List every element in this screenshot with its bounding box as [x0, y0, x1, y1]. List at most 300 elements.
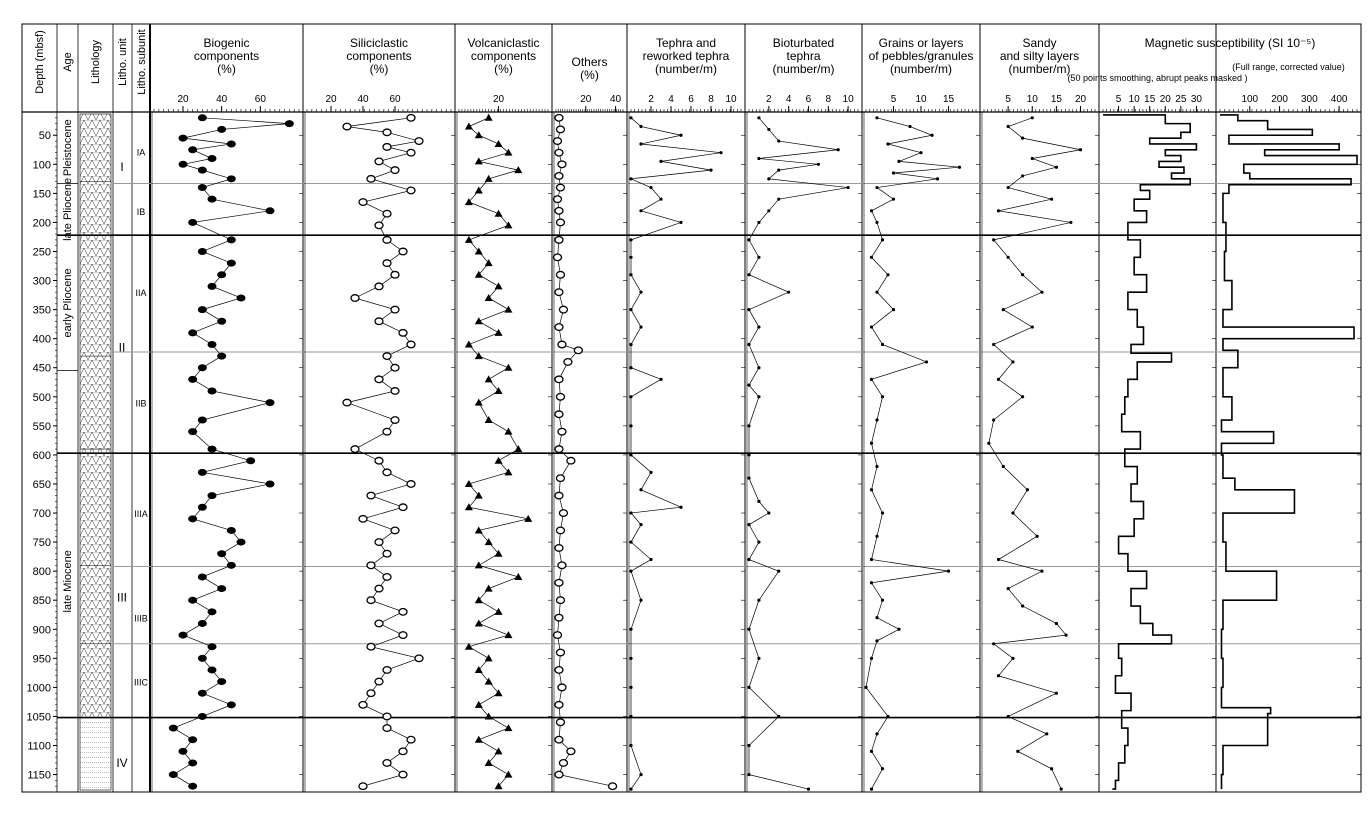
panel-title-line: Others — [571, 55, 608, 69]
data-point — [198, 690, 207, 697]
data-point — [870, 209, 873, 212]
data-point — [375, 585, 383, 592]
panel-7 — [864, 36, 980, 792]
data-point — [875, 186, 878, 189]
tick-label: 20 — [325, 94, 337, 105]
data-point — [556, 597, 564, 604]
data-point — [179, 632, 188, 639]
panel-title-line: Siliciclastic — [349, 36, 409, 50]
tick-label: 300 — [1301, 94, 1318, 105]
data-point — [757, 599, 760, 602]
depth-tick-label: 350 — [32, 304, 51, 317]
data-point — [375, 620, 383, 627]
data-point — [208, 446, 217, 453]
data-point — [1055, 692, 1058, 695]
panel-subtitle: (Full range, corrected value) — [1232, 62, 1345, 72]
data-point — [383, 667, 391, 674]
data-point — [485, 114, 493, 121]
age-header: Age — [62, 52, 74, 72]
figure-frame — [22, 24, 1361, 792]
litho-subunit-header: Litho. subunit — [136, 29, 148, 95]
data-point — [870, 657, 873, 660]
data-point — [875, 465, 878, 468]
data-point — [777, 715, 780, 718]
litho-subunit-label: IIA — [135, 288, 147, 299]
data-point — [475, 561, 483, 568]
data-point — [777, 570, 780, 573]
data-point — [777, 169, 780, 172]
data-point — [188, 428, 197, 435]
data-point — [881, 395, 884, 398]
data-point — [375, 678, 383, 685]
data-point — [947, 570, 950, 573]
data-point — [375, 222, 383, 229]
litho-unit-label: III — [116, 590, 128, 605]
data-point — [383, 574, 391, 581]
data-point — [556, 475, 564, 482]
data-point — [846, 186, 849, 189]
tick-label: 2 — [648, 94, 654, 105]
series-line — [173, 118, 289, 786]
data-point — [958, 166, 961, 169]
data-point — [383, 428, 391, 435]
data-point — [495, 608, 503, 615]
tick-label: 40 — [357, 94, 369, 105]
litho-subunit-label: IA — [136, 147, 146, 158]
data-point — [246, 457, 255, 464]
data-point — [1064, 633, 1067, 636]
data-point — [870, 750, 873, 753]
data-point — [375, 376, 383, 383]
tick-label: 100 — [1241, 94, 1259, 105]
data-point — [504, 428, 512, 435]
data-point — [188, 783, 197, 790]
data-point — [266, 207, 275, 214]
data-point — [227, 140, 236, 147]
panel-title-line: (number/m) — [654, 62, 718, 76]
data-point — [504, 631, 512, 638]
data-point — [465, 123, 473, 130]
data-point — [485, 375, 493, 382]
panel-title-line: reworked tephra — [642, 49, 730, 63]
tick-label: 8 — [708, 94, 714, 105]
litho-subunit-label: IIB — [135, 398, 147, 409]
data-point — [558, 341, 566, 348]
data-point — [555, 702, 563, 709]
data-point — [485, 585, 493, 592]
data-point — [1011, 657, 1014, 660]
depth-tick-label: 750 — [32, 537, 51, 550]
data-point — [1007, 587, 1010, 590]
data-point — [767, 209, 770, 212]
data-point — [897, 628, 900, 631]
data-point — [399, 748, 407, 755]
litho-unit-label: I — [120, 160, 124, 175]
data-point — [399, 632, 407, 639]
panel-title-line: Biogenic — [203, 36, 250, 50]
data-point — [504, 771, 512, 778]
data-point — [208, 155, 217, 162]
data-point — [870, 256, 873, 259]
data-point — [864, 686, 867, 689]
data-point — [475, 317, 483, 324]
data-point — [870, 488, 873, 491]
data-point — [649, 186, 652, 189]
data-point — [1007, 186, 1010, 189]
data-point — [1031, 116, 1034, 119]
data-point — [555, 324, 563, 331]
data-point — [415, 655, 423, 662]
data-point — [217, 678, 226, 685]
data-point — [217, 550, 226, 557]
data-point — [407, 149, 415, 156]
data-point — [359, 783, 367, 790]
data-point — [198, 469, 207, 476]
data-point — [555, 771, 563, 778]
data-point — [359, 199, 367, 206]
tick-label: 15 — [1050, 94, 1062, 105]
data-point — [870, 558, 873, 561]
litho-unit-header: Litho. unit — [117, 38, 129, 86]
data-point — [556, 527, 564, 534]
data-point — [629, 744, 632, 747]
data-point — [375, 158, 383, 165]
data-point — [407, 736, 415, 743]
panel-title-line: (%) — [580, 68, 599, 82]
tick-label: 8 — [825, 94, 832, 105]
data-point — [875, 116, 878, 119]
data-point — [1021, 604, 1024, 607]
data-point — [559, 510, 567, 517]
data-point — [757, 657, 760, 660]
data-panels — [152, 36, 1361, 792]
tick-label: 10 — [725, 94, 737, 105]
stratigraphy-columns — [62, 114, 148, 790]
panel-5 — [629, 36, 745, 792]
data-point — [567, 748, 575, 755]
data-point — [881, 343, 884, 346]
data-point — [639, 773, 642, 776]
lithology-column-volcanic — [80, 114, 111, 718]
data-point — [504, 364, 512, 371]
data-point — [1040, 570, 1043, 573]
data-point — [399, 248, 407, 255]
data-point — [399, 771, 407, 778]
data-point — [709, 169, 712, 172]
data-point — [367, 690, 375, 697]
data-point — [1011, 511, 1014, 514]
data-point — [558, 161, 566, 168]
depth-tick-label: 450 — [32, 362, 51, 375]
data-point — [629, 657, 632, 660]
data-point — [391, 417, 399, 424]
data-point — [383, 760, 391, 767]
panel-title-line: (number/m) — [1008, 62, 1071, 76]
tick-label: 200 — [1271, 94, 1288, 105]
data-point — [629, 787, 632, 790]
data-point — [391, 167, 399, 174]
data-point — [897, 160, 900, 163]
panel-1 — [152, 36, 303, 792]
data-point — [495, 329, 503, 336]
data-point — [1055, 166, 1058, 169]
data-point — [1007, 715, 1010, 718]
tick-label: 10 — [915, 94, 927, 105]
data-point — [208, 666, 217, 673]
data-point — [485, 654, 493, 661]
data-point — [475, 619, 483, 626]
data-point — [407, 341, 415, 348]
data-point — [375, 539, 383, 546]
data-point — [747, 424, 750, 427]
data-point — [629, 570, 632, 573]
depth-tick-label: 700 — [32, 508, 51, 521]
data-point — [987, 442, 990, 445]
data-point — [757, 157, 760, 160]
data-point — [892, 171, 895, 174]
data-point — [169, 771, 178, 778]
data-point — [629, 511, 632, 514]
data-point — [475, 736, 483, 743]
litho-subunit-label: IIIA — [134, 509, 148, 520]
data-point — [383, 210, 391, 217]
data-point — [399, 609, 407, 616]
data-point — [629, 343, 632, 346]
data-point — [555, 614, 563, 621]
tick-label: 20 — [177, 94, 189, 105]
data-point — [1031, 325, 1034, 328]
panel-4 — [553, 55, 627, 792]
data-point — [881, 767, 884, 770]
data-point — [208, 643, 217, 650]
data-point — [1011, 360, 1014, 363]
tick-label: 60 — [254, 94, 266, 105]
data-point — [992, 343, 995, 346]
data-point — [747, 628, 750, 631]
data-point — [383, 469, 391, 476]
data-point — [217, 585, 226, 592]
data-point — [1021, 395, 1024, 398]
data-point — [188, 219, 197, 226]
data-point — [1031, 157, 1034, 160]
series-line — [1103, 115, 1196, 789]
panel-title-line: (%) — [369, 62, 389, 76]
data-point — [629, 256, 632, 259]
tick-label: 5 — [1005, 94, 1011, 105]
data-point — [649, 471, 652, 474]
data-point — [1007, 256, 1010, 259]
data-point — [237, 294, 246, 301]
tick-label: 6 — [805, 94, 812, 105]
data-point — [555, 446, 563, 453]
data-point — [375, 318, 383, 325]
data-point — [837, 148, 840, 151]
panel-title-line: tephra — [786, 49, 821, 63]
data-point — [227, 527, 236, 534]
data-point — [629, 453, 632, 456]
data-point — [609, 783, 617, 790]
tick-label: 60 — [389, 94, 401, 105]
data-point — [757, 116, 760, 119]
panel-title: Magnetic susceptibility (SI 10⁻⁵) — [1144, 36, 1316, 50]
data-point — [747, 523, 750, 526]
data-point — [1026, 488, 1029, 491]
data-point — [555, 545, 563, 552]
litho-subunit-label: IIIB — [134, 613, 148, 624]
data-point — [875, 221, 878, 224]
panel-subtitle: (50 points smoothing, abrupt peaks masked ) — [1067, 73, 1248, 83]
panel-9 — [1067, 36, 1315, 789]
data-point — [747, 343, 750, 346]
data-point — [495, 210, 503, 217]
data-point — [556, 184, 564, 191]
data-point — [217, 126, 226, 133]
data-point — [679, 221, 682, 224]
data-point — [556, 393, 564, 400]
panel-10 — [1220, 62, 1361, 789]
data-point — [555, 208, 563, 215]
data-point — [351, 446, 359, 453]
data-point — [1002, 465, 1005, 468]
data-point — [992, 418, 995, 421]
data-point — [559, 306, 567, 313]
data-point — [465, 340, 473, 347]
data-point — [886, 142, 889, 145]
data-point — [992, 642, 995, 645]
depth-tick-label: 550 — [32, 420, 51, 433]
data-point — [629, 366, 632, 369]
data-point — [747, 477, 750, 480]
data-point — [188, 376, 197, 383]
depth-tick-label: 200 — [32, 217, 51, 230]
panel-title-line: Grains or layers — [878, 36, 964, 50]
data-point — [559, 760, 567, 767]
data-point — [367, 597, 375, 604]
data-point — [208, 608, 217, 615]
data-point — [747, 384, 750, 387]
data-point — [1016, 750, 1019, 753]
depth-tick-label: 400 — [32, 333, 51, 346]
data-point — [679, 134, 682, 137]
data-point — [629, 540, 632, 543]
data-point — [198, 620, 207, 627]
series-line — [1220, 115, 1357, 789]
data-point — [383, 260, 391, 267]
data-point — [553, 254, 561, 261]
data-point — [1021, 137, 1024, 140]
data-point — [1035, 535, 1038, 538]
data-point — [343, 123, 351, 130]
depth-tick-label: 500 — [32, 391, 51, 404]
data-point — [757, 256, 760, 259]
data-point — [558, 684, 566, 691]
data-point — [875, 616, 878, 619]
data-point — [747, 744, 750, 747]
data-point — [391, 527, 399, 534]
data-point — [875, 535, 878, 538]
data-point — [208, 341, 217, 348]
data-point — [555, 237, 563, 244]
data-point — [169, 725, 178, 732]
data-point — [555, 115, 563, 122]
data-point — [208, 492, 217, 499]
data-point — [407, 115, 415, 122]
tick-label: 30 — [1190, 94, 1202, 105]
data-point — [659, 160, 662, 163]
data-point — [407, 481, 415, 488]
data-point — [997, 674, 1000, 677]
data-point — [556, 126, 564, 133]
data-point — [1079, 148, 1082, 151]
data-point — [870, 325, 873, 328]
data-point — [629, 424, 632, 427]
data-point — [1050, 198, 1053, 201]
data-point — [639, 325, 642, 328]
data-point — [870, 787, 873, 790]
data-point — [188, 736, 197, 743]
data-point — [391, 306, 399, 313]
data-point — [553, 196, 561, 203]
data-point — [629, 686, 632, 689]
column-headers — [34, 29, 148, 94]
panel-title-line: components — [193, 49, 260, 63]
panel-title-line: Bioturbated — [772, 36, 835, 50]
panel-title-line: (%) — [494, 62, 513, 76]
data-point — [659, 378, 662, 381]
data-point — [870, 442, 873, 445]
data-point — [367, 562, 375, 569]
data-point — [1021, 273, 1024, 276]
data-point — [383, 129, 391, 136]
depth-tick-label: 650 — [32, 478, 51, 491]
depth-tick-label: 800 — [32, 566, 51, 579]
data-point — [919, 151, 922, 154]
data-point — [198, 573, 207, 580]
data-point — [639, 599, 642, 602]
depth-tick-label: 900 — [32, 624, 51, 637]
data-point — [757, 395, 760, 398]
panel-title-line: (%) — [217, 62, 236, 76]
data-point — [227, 236, 236, 243]
litho-subunit-label: IIIC — [133, 677, 149, 688]
data-point — [227, 260, 236, 267]
age-label: late Pliocene — [62, 177, 74, 241]
data-point — [399, 330, 407, 337]
data-point — [391, 364, 399, 371]
data-point — [367, 492, 375, 499]
data-point — [1069, 221, 1072, 224]
data-point — [555, 736, 563, 743]
data-point — [629, 308, 632, 311]
data-point — [629, 116, 632, 119]
data-point — [629, 273, 632, 276]
data-point — [659, 198, 662, 201]
age-label: Pleistocene — [62, 119, 74, 177]
data-point — [930, 134, 933, 137]
litho-subunit-label: IB — [136, 206, 146, 217]
data-point — [198, 364, 207, 371]
lithology-column-sandy — [80, 718, 111, 790]
data-point — [767, 128, 770, 131]
data-point — [870, 581, 873, 584]
tick-label: 4 — [668, 94, 674, 105]
tick-label: 4 — [785, 94, 792, 105]
data-point — [391, 271, 399, 278]
data-point — [1002, 308, 1005, 311]
data-point — [227, 175, 236, 182]
data-point — [629, 177, 632, 180]
data-point — [649, 558, 652, 561]
